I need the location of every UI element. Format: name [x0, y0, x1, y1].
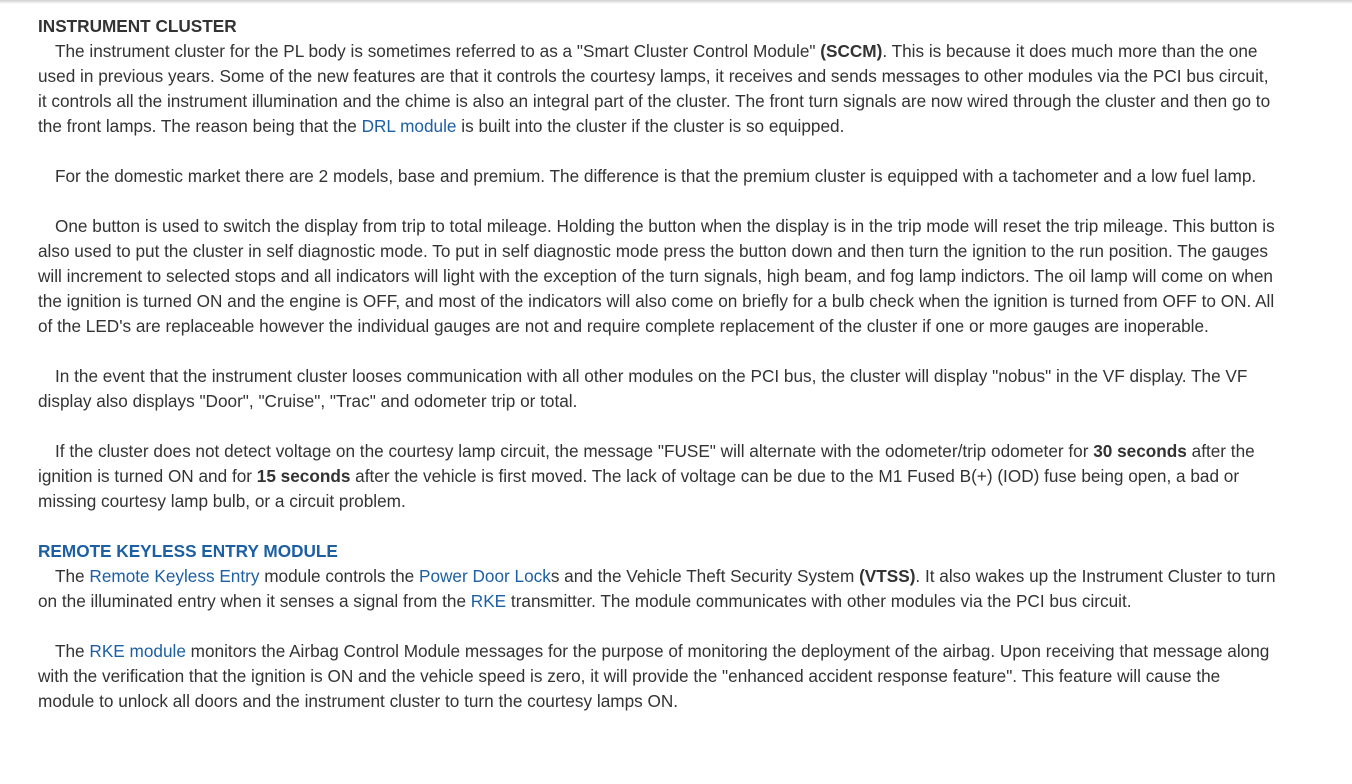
instrument-cluster-paragraph-5: If the cluster does not detect voltage on the courtesy lamp circuit, the message "FUSE" will alternate with the odometer/trip odometer for 30 seconds after the ignition is turned ON and for 15 seconds after the vehicle is first moved. The lack of voltage can be due to the M1 Fused B(+) (IOD) fuse being open, a bad or missing courtesy lamp bulb, or a circuit problem. — [38, 441, 1255, 511]
instrument-cluster-paragraph-1: The instrument cluster for the PL body is sometimes referred to as a "Smart Cluster Control Module" (SCCM). This is because it does much more than the one used in previous years. Some of the new features are that it controls the courtesy lamps, it receives and sends messages to other modules via the PCI bus circuit, it controls all the instrument illumination and the chime is also an integral part of the cluster. The front turn signals are now wired through the cluster and then go to the front lamps. The reason being that the DRL module is built into the cluster if the cluster is so equipped. — [38, 41, 1271, 136]
instrument-cluster-paragraph-2: For the domestic market there are 2 models, base and premium. The difference is that the premium cluster is equipped with a tachometer and a low fuel lamp. — [55, 166, 1257, 186]
rke-module-link[interactable]: RKE module — [89, 641, 186, 661]
rke-link[interactable]: RKE — [470, 591, 507, 611]
instrument-cluster-paragraph-3: One button is used to switch the display from trip to total mileage. Holding the button when the display is in the trip mode will reset the trip mileage. This button is also used to put the cluster in self diagnostic mode. To put in self diagnostic mode press the button down and then turn the ignition to the run position. The gauges will increment to selected stops and all indicators will light with the exception of the turn signals, high beam, and fog lamp indictors. The oil lamp will come on when the ignition is turned ON and the engine is OFF, and most of the indicators will also come on briefly for a bulb check when the ignition is turned from OFF to ON. All of the LED's are replaceable however the individual gauges are not and require complete replacement of the cluster if one or more gauges are inoperable. — [38, 216, 1275, 336]
drl-module-link[interactable]: DRL module — [361, 116, 457, 136]
power-door-lock-link[interactable]: Power Door Lock — [418, 566, 551, 586]
article-body — [38, 14, 1278, 739]
remote-keyless-entry-heading: REMOTE KEYLESS ENTRY MODULE — [38, 541, 338, 561]
remote-keyless-entry-link[interactable]: Remote Keyless Entry — [89, 566, 260, 586]
instrument-cluster-paragraph-4: In the event that the instrument cluster looses communication with all other modules on the PCI bus, the cluster will display "nobus" in the VF display. The VF display also displays "Door", "Cruise", "Trac" and odometer trip or total. — [38, 366, 1248, 411]
instrument-cluster-heading: INSTRUMENT CLUSTER — [38, 16, 237, 36]
rke-paragraph-2: The RKE module monitors the Airbag Control Module messages for the purpose of monitoring the deployment of the airbag. Upon receiving that message along with the verification that the ignition is ON and the vehicle speed is zero, it will provide the "enhanced accident response feature". This feature will cause the module to unlock all doors and the instrument cluster to turn the courtesy lamps ON. — [38, 641, 1270, 711]
top-shadow-bar — [0, 0, 1352, 4]
rke-paragraph-1: The Remote Keyless Entry module controls the Power Door Locks and the Vehicle Theft Security System (VTSS). It also wakes up the Instrument Cluster to turn on the illuminated entry when it senses a signal from the RKE transmitter. The module communicates with other modules via the PCI bus circuit. — [38, 566, 1276, 611]
